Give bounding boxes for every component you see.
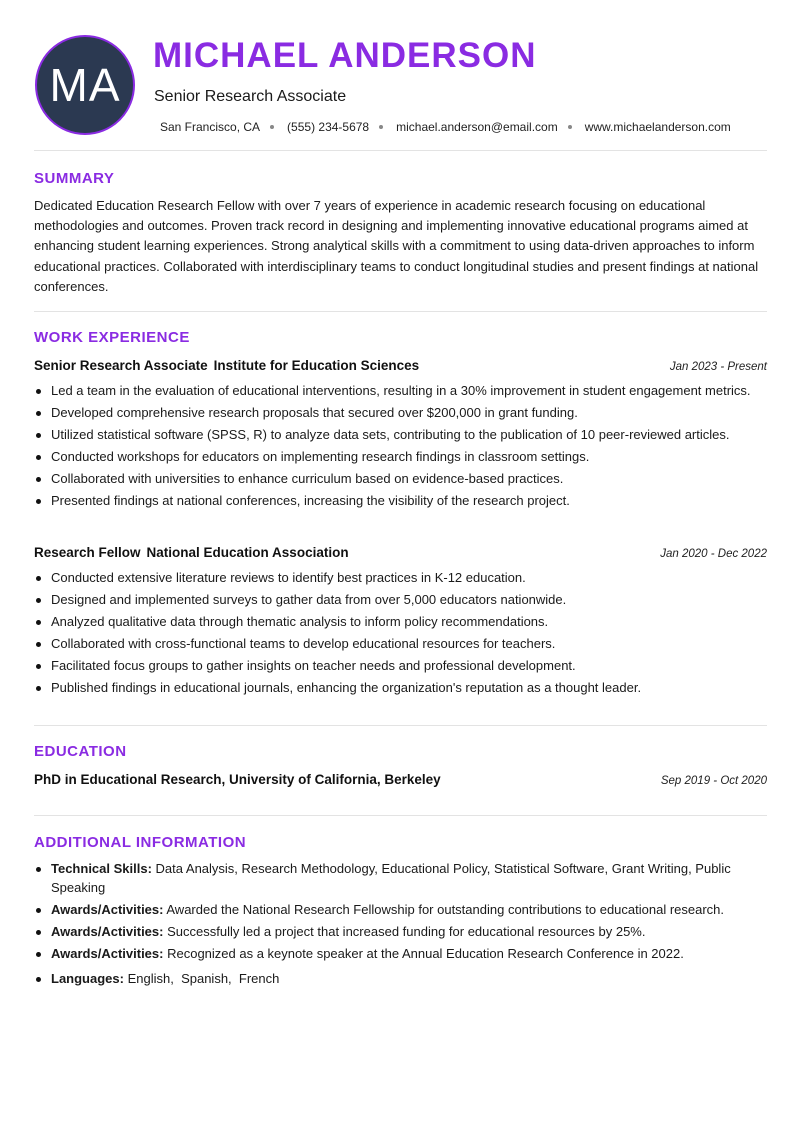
list-item: Presented findings at national conferences, increasing the visibility of the research project. xyxy=(34,492,754,511)
item-text: English, Spanish, French xyxy=(127,971,280,987)
separator-dot xyxy=(270,125,274,129)
contact-email[interactable]: michael.anderson@email.com xyxy=(396,120,558,134)
summary-heading: SUMMARY xyxy=(34,170,115,187)
education-heading: EDUCATION xyxy=(34,743,127,760)
list-item: Published findings in educational journals, enhancing the organization's reputation as a thought leader. xyxy=(34,679,754,698)
job-position: Senior Research Associate xyxy=(34,358,208,373)
summary-text: Dedicated Education Research Fellow with over 7 years of experience in academic research focusing on educational methodologies and outcomes. Proven track record in designing and implementing innovative educational programs aimed at enhancing student learning experiences. Strong analytical skills with a commitment to using data-driven approaches to inform educational practices. Collaborated with interdisciplinary teams to conduct longitudinal studies and present findings at national conferences. xyxy=(34,198,759,294)
list-item: Collaborated with cross-functional teams to develop educational resources for teachers. xyxy=(34,635,754,654)
item-text: Awarded the National Research Fellowship for outstanding contributions to educational research. xyxy=(166,901,725,917)
item-label: Technical Skills: xyxy=(51,861,152,876)
work-experience-heading: WORK EXPERIENCE xyxy=(34,329,190,346)
contact-phone: (555) 234-5678 xyxy=(287,120,370,134)
list-item: Designed and implemented surveys to gather data from over 5,000 educators nationwide. xyxy=(34,591,754,610)
additional-info-heading: ADDITIONAL INFORMATION xyxy=(34,834,247,851)
list-item: Led a team in the evaluation of educational interventions, resulting in a 30% improvement in student engagement metrics. xyxy=(34,382,754,401)
contact-location: San Francisco, CA xyxy=(160,120,261,134)
education-degree: PhD in Educational Research, University of California, Berkeley xyxy=(34,772,441,787)
item-label: Awards/Activities: xyxy=(51,923,164,939)
divider xyxy=(34,725,767,726)
education-entry xyxy=(34,772,767,787)
divider xyxy=(34,311,767,312)
list-item xyxy=(34,860,749,897)
list-item: Conducted extensive literature reviews to identify best practices in K-12 education. xyxy=(34,569,754,588)
contact-website[interactable]: www.michaelanderson.com xyxy=(584,120,731,134)
divider xyxy=(34,815,767,816)
candidate-role: Senior Research Associate xyxy=(154,88,347,105)
item-text: Data Analysis, Research Methodology, Educational Policy, Statistical Software, Grant Writing, Public Speaking xyxy=(51,861,731,895)
job-organization: Institute for Education Sciences xyxy=(213,358,420,373)
list-item: Analyzed qualitative data through thematic analysis to inform policy recommendations. xyxy=(34,613,754,632)
job-dates: Jan 2020 - Dec 2022 xyxy=(660,548,767,560)
list-item: Utilized statistical software (SPSS, R) to analyze data sets, contributing to the publication of 10 peer-reviewed articles. xyxy=(34,426,754,445)
job-position: Research Fellow xyxy=(34,545,141,560)
item-label: Awards/Activities: xyxy=(51,901,164,917)
list-item xyxy=(34,923,749,942)
separator-dot xyxy=(379,125,383,129)
list-item xyxy=(34,945,749,964)
avatar xyxy=(35,35,135,135)
contact-line xyxy=(160,120,731,134)
job-header xyxy=(34,545,767,560)
job-title xyxy=(34,358,419,373)
job-dates: Jan 2023 - Present xyxy=(669,361,767,373)
list-item: Facilitated focus groups to gather insights on teacher needs and professional development. xyxy=(34,657,754,676)
separator-dot xyxy=(568,125,572,129)
item-label: Languages: xyxy=(51,971,124,987)
list-item xyxy=(34,901,749,920)
item-label: Awards/Activities: xyxy=(51,945,164,961)
candidate-name: MICHAEL ANDERSON xyxy=(153,36,537,75)
divider xyxy=(34,150,767,151)
job-organization: National Education Association xyxy=(146,545,349,560)
job-header xyxy=(34,358,767,373)
list-item: Collaborated with universities to enhance curriculum based on evidence-based practices. xyxy=(34,470,754,489)
job-bullets xyxy=(34,569,754,702)
item-text: Recognized as a keynote speaker at the Annual Education Research Conference in 2022. xyxy=(167,945,684,961)
list-item: Conducted workshops for educators on implementing research findings in classroom settings. xyxy=(34,448,754,467)
education-dates: Sep 2019 - Oct 2020 xyxy=(660,775,767,787)
job-bullets xyxy=(34,382,754,515)
list-item xyxy=(34,970,749,989)
additional-info-list xyxy=(34,860,749,992)
avatar-initials: MA xyxy=(49,59,121,111)
item-text: Successfully led a project that increased funding for educational resources by 25%. xyxy=(167,923,646,939)
job-title xyxy=(34,545,349,560)
list-item: Developed comprehensive research proposals that secured over $200,000 in grant funding. xyxy=(34,404,754,423)
